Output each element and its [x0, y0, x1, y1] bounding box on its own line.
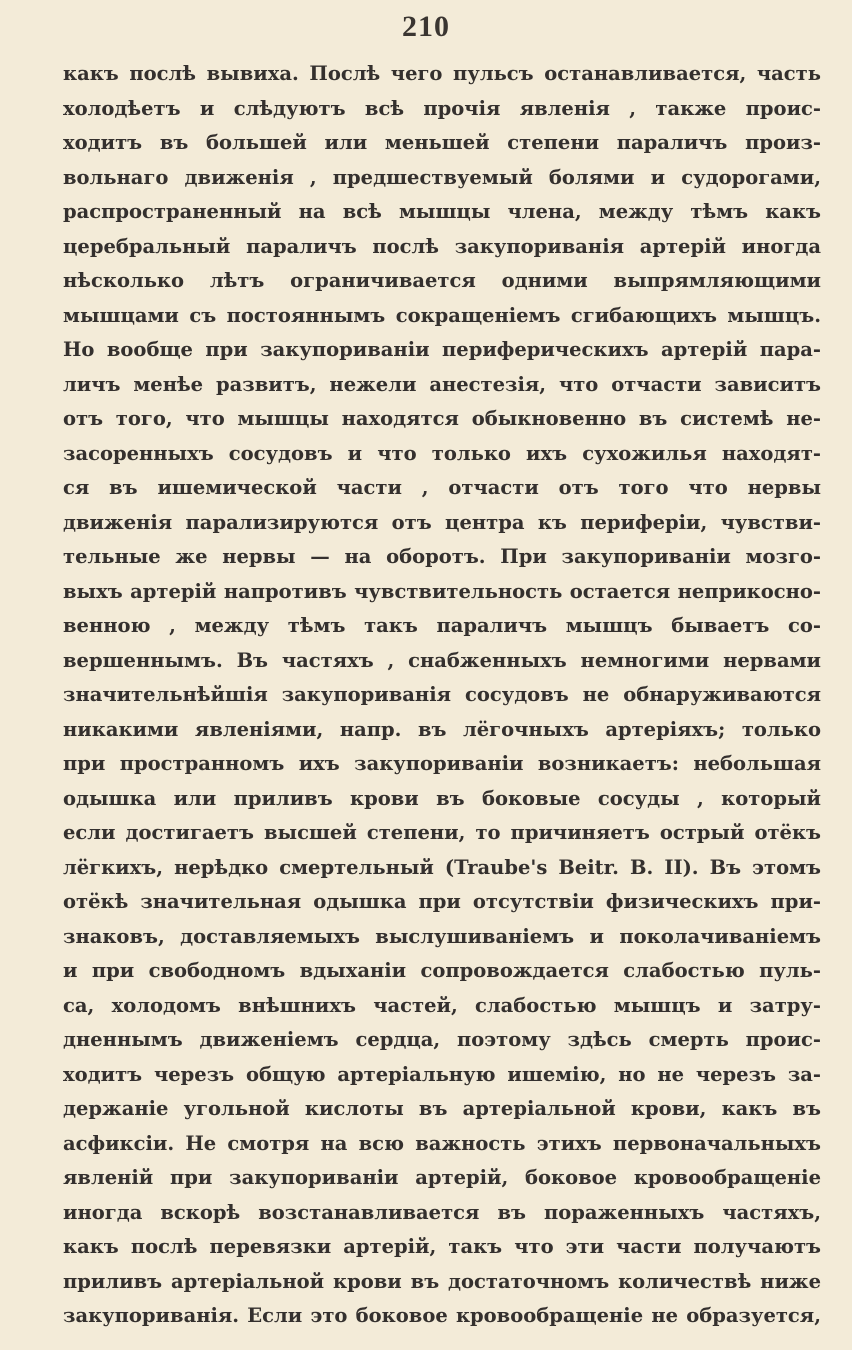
text-line: какъ послѣ вывиха. Послѣ чего пульсъ останавливается, часть — [63, 62, 821, 85]
text-line: отёкѣ значительная одышка при отсутствіи физическихъ при- — [63, 890, 821, 913]
text-line: ходитъ черезъ общую артеріальную ишемію, но не черезъ за- — [63, 1062, 821, 1086]
text-line: венною , между тѣмъ такъ параличъ мышцъ бываетъ со- — [63, 614, 821, 637]
text-line: нѣсколько лѣтъ ограничивается одними выпрямляющими — [63, 269, 821, 292]
text-line: если достигаетъ высшей степени, то причиняетъ острый отёкъ — [63, 821, 821, 844]
text-line: Но вообще при закупориваніи периферическихъ артерій пара- — [63, 338, 821, 361]
text-line: холодѣетъ и слѣдуютъ всѣ прочія явленія , также проис- — [63, 96, 821, 120]
text-line: личъ менѣе развитъ, нежели анестезія, что отчасти зависитъ — [63, 372, 821, 396]
text-line: и при свободномъ вдыханіи сопровождается слабостью пуль- — [63, 959, 821, 982]
text-line: вольнаго движенія , предшествуемый болями и судорогами, — [63, 165, 821, 189]
text-line: вершеннымъ. Въ частяхъ , снабженныхъ немногими нервами — [63, 648, 821, 672]
text-line: ходитъ въ большей или меньшей степени параличъ произ- — [63, 131, 821, 154]
text-line: мышцами съ постояннымъ сокращеніемъ сгибающихъ мышцъ. — [63, 303, 821, 327]
text-line: закупориванія. Если это боковое кровообращеніе не образуется, — [63, 1304, 821, 1327]
text-line: лёгкихъ, нерѣдко смертельный (Traube's Beitr. B. II). Въ этомъ — [63, 855, 821, 879]
text-line: при пространномъ ихъ закупориваніи возникаетъ: небольшая — [63, 752, 821, 775]
text-line: держаніе угольной кислоты въ артеріальной крови, какъ въ — [63, 1097, 821, 1120]
text-line: церебральный параличъ послѣ закупориванія артерій иногда — [63, 234, 821, 258]
text-line: одышка или приливъ крови въ боковые сосуды , который — [63, 786, 821, 810]
body-text — [63, 57, 821, 1334]
text-line: тельные же нервы — на оборотъ. При закупориваніи мозго- — [63, 545, 821, 568]
text-line: ся въ ишемической части , отчасти отъ того что нервы — [63, 476, 821, 499]
text-line: какъ послѣ перевязки артерій, такъ что эти части получаютъ — [63, 1235, 821, 1258]
text-line: дненнымъ движеніемъ сердца, поэтому здѣсь смерть проис- — [63, 1028, 821, 1051]
text-line: приливъ артеріальной крови въ достаточномъ количествѣ ниже — [63, 1269, 821, 1293]
text-line: асфиксіи. Не смотря на всю важность этихъ первоначальныхъ — [63, 1131, 821, 1155]
text-line: засоренныхъ сосудовъ и что только ихъ сухожилья находят- — [63, 441, 821, 465]
text-line: знаковъ, доставляемыхъ выслушиваніемъ и поколачиваніемъ — [63, 924, 821, 948]
text-line: отъ того, что мышцы находятся обыкновенно въ системѣ не- — [63, 407, 821, 430]
text-line: явленій при закупориваніи артерій, боковое кровообращеніе — [63, 1166, 821, 1189]
text-line: выхъ артерій напротивъ чувствительность остается неприкосно- — [63, 579, 821, 603]
page-number: 210 — [402, 10, 450, 43]
text-line: са, холодомъ внѣшнихъ частей, слабостью мышцъ и затру- — [63, 993, 821, 1017]
text-line: распространенный на всѣ мышцы члена, между тѣмъ какъ — [63, 200, 821, 223]
text-line: никакими явленіями, напр. въ лёгочныхъ артеріяхъ; только — [63, 717, 821, 741]
text-line: значительнѣйшія закупориванія сосудовъ не обнаруживаются — [63, 683, 821, 706]
text-line: иногда вскорѣ возстанавливается въ пораженныхъ частяхъ, — [63, 1200, 821, 1224]
text-line: движенія парализируются отъ центра къ периферіи, чувстви- — [63, 510, 821, 534]
